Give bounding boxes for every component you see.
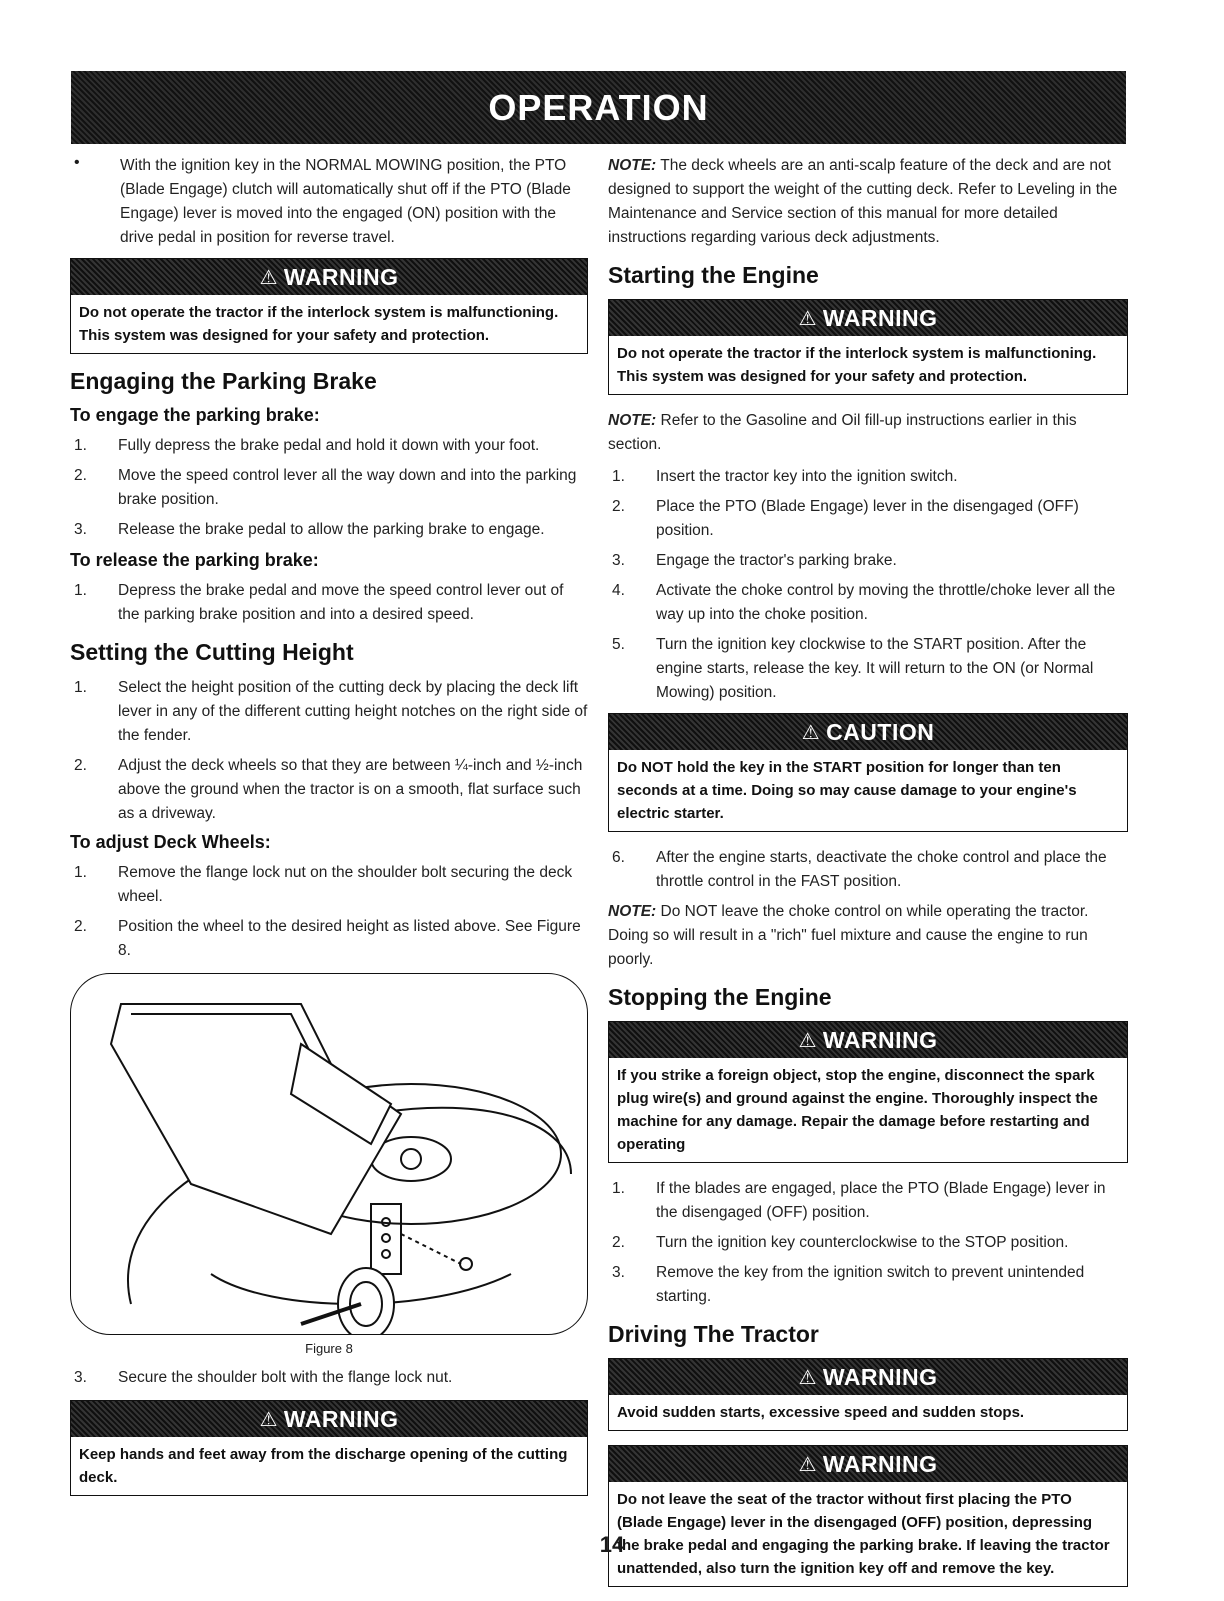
list-item [608, 1261, 1128, 1309]
list-item [70, 915, 588, 963]
section-banner [71, 71, 1126, 144]
warning-triangle-icon: ⚠ [798, 1366, 817, 1389]
warning-title: WARNING [822, 1026, 938, 1053]
step-text: Release the brake pedal to allow the parking brake to engage. [118, 521, 545, 538]
step-text: Position the wheel to the desired height as listed above. See Figure 8. [118, 918, 581, 959]
warning-triangle-icon: ⚠ [259, 1408, 278, 1431]
warning-title: WARNING [283, 1405, 399, 1432]
right-column [608, 154, 1128, 1601]
step-text: Select the height position of the cutting deck by placing the deck lift lever in any of the different cutting height notches on the right side of the fender. [118, 679, 588, 744]
note-label: NOTE: [608, 412, 657, 429]
heading-parking-brake: Engaging the Parking Brake [70, 368, 377, 394]
warning-box [70, 1400, 588, 1496]
warning-text: Keep hands and feet away from the discharge opening of the cutting deck. [79, 1446, 568, 1486]
note-paragraph [608, 409, 1128, 457]
step-text: Place the PTO (Blade Engage) lever in the disengaged (OFF) position. [656, 498, 1079, 539]
heading-driving-tractor: Driving The Tractor [608, 1321, 819, 1347]
warning-title: WARNING [822, 1363, 938, 1390]
list-item [608, 495, 1128, 543]
note-label: NOTE: [608, 903, 657, 920]
warning-header [609, 1446, 1127, 1482]
list-item [70, 1366, 588, 1390]
step-text: Remove the flange lock nut on the shoulder bolt securing the deck wheel. [118, 864, 573, 905]
warning-box [608, 1445, 1128, 1587]
warning-title: WARNING [822, 1450, 938, 1477]
list-item [70, 579, 588, 627]
note-label: NOTE: [608, 157, 657, 174]
step-number: 1. [612, 468, 625, 485]
step-text: Activate the choke control by moving the throttle/choke lever all the way up into the choke position. [656, 582, 1116, 623]
step-number: 3. [612, 552, 625, 569]
warning-box [608, 1021, 1128, 1163]
step-number: 3. [74, 521, 87, 538]
note-paragraph [608, 154, 1128, 250]
step-number: 1. [74, 679, 87, 696]
caution-text: Do NOT hold the key in the START position for longer than ten seconds at a time. Doing so may cause damage to your engine's electric starter. [617, 759, 1077, 822]
warning-box [70, 258, 588, 354]
step-text: Move the speed control lever all the way down and into the parking brake position. [118, 467, 577, 508]
step-text: Depress the brake pedal and move the speed control lever out of the parking brake position and into a desired speed. [118, 582, 564, 623]
note-text: The deck wheels are an anti-scalp feature of the deck and are not designed to support the weight of the cutting deck. Refer to Leveling in the Maintenance and Service section of this manual for more detailed instructions regarding various deck adjustments. [608, 157, 1118, 246]
warning-text: Avoid sudden starts, excessive speed and sudden stops. [617, 1404, 1025, 1421]
step-text: After the engine starts, deactivate the choke control and place the throttle control in the FAST position. [656, 849, 1107, 890]
caution-box [608, 713, 1128, 832]
warning-header [609, 1359, 1127, 1395]
warning-text: Do not leave the seat of the tractor without first placing the PTO (Blade Engage) lever in the disengaged (OFF) position, depressing the brake pedal and engaging the parking brake. If leaving the tractor unattended, also turn the ignition key off and remove the key. [617, 1491, 1110, 1577]
step-number: 3. [74, 1369, 87, 1386]
list-item [70, 861, 588, 909]
list-item [608, 465, 1128, 489]
bullet-text: With the ignition key in the NORMAL MOWING position, the PTO (Blade Engage) clutch will automatically shut off if the PTO (Blade Engage) lever is moved into the engaged (ON) position with the drive pedal in position for reverse travel. [120, 157, 571, 246]
step-text: Fully depress the brake pedal and hold it down with your foot. [118, 437, 540, 454]
step-text: Remove the key from the ignition switch to prevent unintended starting. [656, 1264, 1085, 1305]
warning-text: Do not operate the tractor if the interlock system is malfunctioning. This system was designed for your safety and protection. [79, 304, 559, 344]
warning-text: If you strike a foreign object, stop the engine, disconnect the spark plug wire(s) and ground against the engine. Thoroughly inspect the machine for any damage. Repair the damage before restarting and operating [617, 1067, 1098, 1153]
left-column [70, 154, 588, 1510]
banner-title: OPERATION [488, 86, 709, 128]
warning-header [71, 1401, 587, 1437]
warning-triangle-icon: ⚠ [259, 266, 278, 289]
list-item [608, 1231, 1128, 1255]
note-text: Refer to the Gasoline and Oil fill-up instructions earlier in this section. [608, 412, 1077, 453]
step-text: Adjust the deck wheels so that they are between ¼-inch and ½-inch above the ground when the tractor is on a smooth, flat surface such as a driveway. [118, 757, 583, 822]
list-item [70, 464, 588, 512]
step-number: 1. [74, 582, 87, 599]
step-number: 2. [612, 498, 625, 515]
list-item [70, 434, 588, 458]
heading-cutting-height: Setting the Cutting Height [70, 639, 354, 665]
subheading-engage: To engage the parking brake: [70, 405, 320, 425]
subheading-release: To release the parking brake: [70, 550, 319, 570]
bullet-dot: • [74, 154, 80, 171]
figure-caption: Figure 8 [305, 1341, 353, 1356]
caution-header [609, 714, 1127, 750]
step-text: Turn the ignition key clockwise to the START position. After the engine starts, release the key. It will return to the ON (or Normal Mowing) position. [656, 636, 1094, 701]
warning-triangle-icon: ⚠ [798, 307, 817, 330]
note-text: Do NOT leave the choke control on while operating the tractor. Doing so will result in a "rich" fuel mixture and cause the engine to run poorly. [608, 903, 1089, 968]
step-text: If the blades are engaged, place the PTO (Blade Engage) lever in the disengaged (OFF) position. [656, 1180, 1106, 1221]
step-number: 5. [612, 636, 625, 653]
subheading-deck-wheels: To adjust Deck Wheels: [70, 832, 271, 852]
warning-triangle-icon: ⚠ [798, 1453, 817, 1476]
list-item [70, 518, 588, 542]
deck-illustration-svg [71, 974, 588, 1334]
step-number: 3. [612, 1264, 625, 1281]
list-item [608, 633, 1128, 705]
heading-starting-engine: Starting the Engine [608, 262, 819, 288]
step-number: 1. [74, 864, 87, 881]
list-item [70, 676, 588, 748]
bullet-item [70, 154, 588, 250]
warning-title: WARNING [283, 263, 399, 290]
list-item [608, 846, 1128, 894]
warning-title: WARNING [822, 304, 938, 331]
step-number: 1. [612, 1180, 625, 1197]
warning-header [71, 259, 587, 295]
step-text: Engage the tractor's parking brake. [656, 552, 897, 569]
list-item [608, 579, 1128, 627]
warning-header [609, 300, 1127, 336]
page-number: 14 [599, 1532, 625, 1557]
warning-box [608, 299, 1128, 395]
list-item [608, 549, 1128, 573]
step-number: 2. [612, 1234, 625, 1251]
list-item [70, 754, 588, 826]
warning-box [608, 1358, 1128, 1431]
warning-triangle-icon: ⚠ [798, 1029, 817, 1052]
note-paragraph [608, 900, 1128, 972]
step-text: Insert the tractor key into the ignition switch. [656, 468, 958, 485]
list-item [608, 1177, 1128, 1225]
step-number: 4. [612, 582, 625, 599]
step-number: 6. [612, 849, 625, 866]
heading-stopping-engine: Stopping the Engine [608, 984, 832, 1010]
step-number: 2. [74, 467, 87, 484]
step-number: 1. [74, 437, 87, 454]
step-number: 2. [74, 757, 87, 774]
step-number: 2. [74, 918, 87, 935]
warning-text: Do not operate the tractor if the interlock system is malfunctioning. This system was designed for your safety and protection. [617, 345, 1097, 385]
deck-wheel-illustration [70, 973, 588, 1335]
caution-triangle-icon: ⚠ [801, 721, 821, 744]
caution-title: CAUTION [826, 718, 935, 745]
warning-header [609, 1022, 1127, 1058]
step-text: Secure the shoulder bolt with the flange lock nut. [118, 1369, 453, 1386]
step-text: Turn the ignition key counterclockwise to the STOP position. [656, 1234, 1069, 1251]
